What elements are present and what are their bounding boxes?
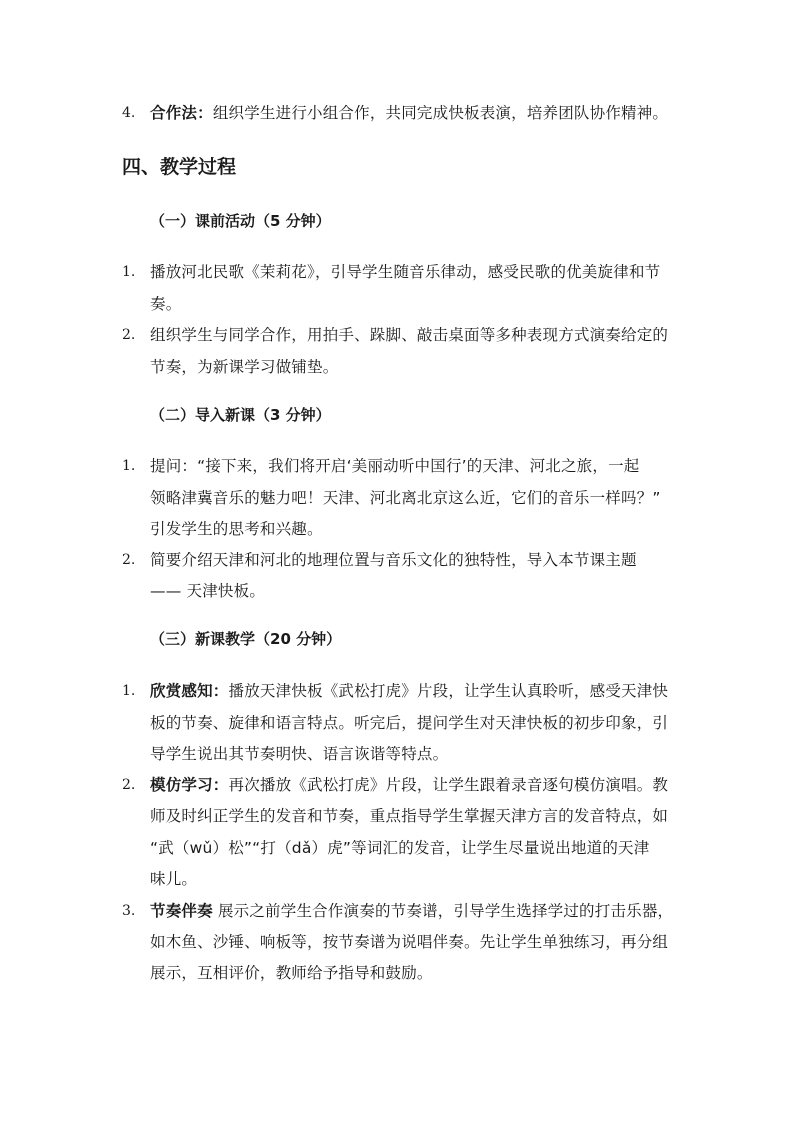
list-item-line: [150, 775, 668, 795]
list-number: 2.: [122, 327, 136, 343]
list-item-line: 节奏，为新课学习做铺垫。: [150, 358, 339, 376]
list-item-line: —— 天津快板。: [150, 582, 266, 600]
item-text: 再次播放《武松打虎》片段，让学生跟着录音逐句模仿演唱。教: [228, 776, 669, 794]
list-number: 1.: [122, 264, 136, 280]
list-item-line: 展示，互相评价，教师给予指导和鼓励。: [150, 964, 433, 982]
item-label: 合作法：: [150, 104, 213, 122]
list-item-line: 导学生说出其节奏明快、语言诙谐等特点。: [150, 745, 449, 763]
item-text: 展示之前学生合作演奏的节奏谱，引导学生选择学过的打击乐器，: [217, 902, 674, 920]
list-item: [150, 103, 668, 123]
list-item-line: 提问：“接下来，我们将开启‘美丽动听中国行’的天津、河北之旅，一起: [150, 457, 640, 475]
item-label: 欣赏感知：: [150, 682, 229, 700]
subsection-heading: （一）课前活动（5 分钟）: [150, 212, 331, 230]
list-item-line: 味儿。: [150, 870, 198, 888]
list-item-line: 如木鱼、沙锤、响板等，按节奏谱为说唱伴奏。先让学生单独练习，再分组: [150, 933, 669, 951]
list-item-line: 引发学生的思考和兴趣。: [150, 520, 323, 538]
list-item-line: “武（wǔ）松”“打（dǎ）虎”等词汇的发音，让学生尽量说出地道的天津: [150, 839, 650, 857]
list-item-line: [150, 901, 673, 921]
list-number: 2.: [122, 552, 136, 568]
list-item-line: 组织学生与同学合作，用拍手、跺脚、敲击桌面等多种表现方式演奏给定的: [150, 326, 669, 344]
list-item-line: 师及时纠正学生的发音和节奏，重点指导学生掌握天津方言的发音特点，如: [150, 807, 669, 825]
list-number: 3.: [122, 903, 136, 919]
item-label: 节奏伴奏: [150, 902, 213, 920]
list-number: 4.: [122, 105, 136, 121]
list-number: 1.: [122, 683, 136, 699]
section-heading: 四、教学过程: [122, 156, 237, 178]
list-number: 2.: [122, 777, 136, 793]
subsection-heading: （二）导入新课（3 分钟）: [150, 406, 331, 424]
list-item-line: 播放河北民歌《茉莉花》，引导学生随音乐律动，感受民歌的优美旋律和节: [150, 263, 661, 281]
item-text: 组织学生进行小组合作，共同完成快板表演，培养团队协作精神。: [212, 104, 669, 122]
list-item-line: 简要介绍天津和河北的地理位置与音乐文化的独特性，导入本节课主题: [150, 551, 637, 569]
list-item-line: 领略津冀音乐的魅力吧！天津、河北离北京这么近，它们的音乐一样吗？”: [150, 489, 661, 507]
list-number: 1.: [122, 458, 136, 474]
list-item-line: 板的节奏、旋律和语言特点。听完后，提问学生对天津快板的初步印象，引: [150, 714, 669, 732]
subsection-heading: （三）新课教学（20 分钟）: [150, 630, 342, 648]
item-text: 播放天津快板《武松打虎》片段，让学生认真聆听，感受天津快: [228, 682, 669, 700]
item-label: 模仿学习：: [150, 776, 229, 794]
list-item-line: [150, 681, 668, 701]
list-item-line: 奏。: [150, 295, 182, 313]
